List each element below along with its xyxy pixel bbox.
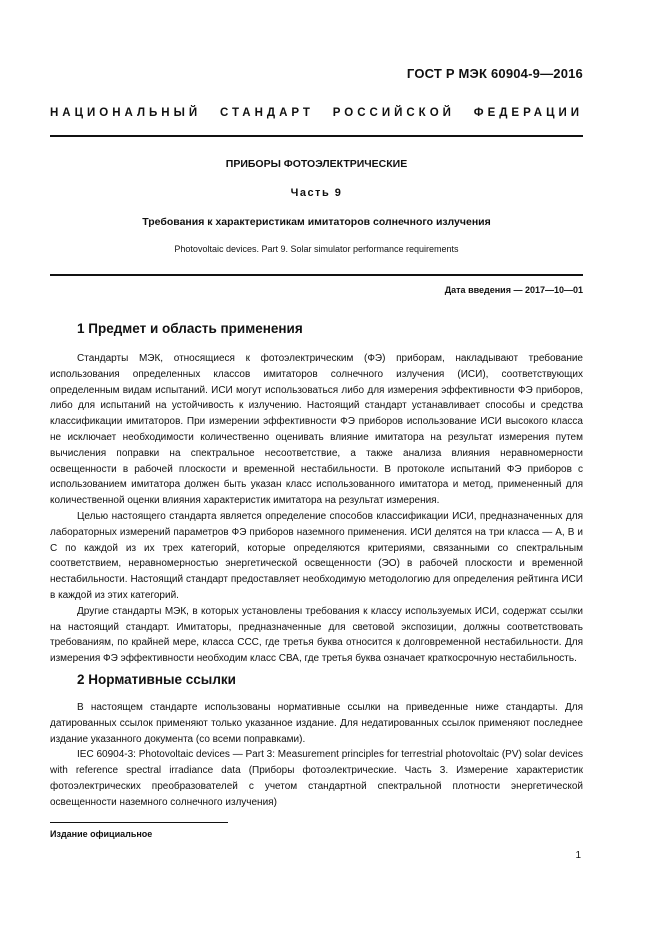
normative-reference: IEC 60904-3: Photovoltaic devices — Part 3: Measurement principles for terrestrial photovoltaic (PV) solar devices with reference spectral irradiance data (Приборы фотоэлектрические. Часть 3. Измерение характеристик фотоэлектрических преобразователей с учетом стандартной спектральной плотности энергетической освещенности наземного солнечного излучения) — [50, 749, 583, 808]
section1-paragraph: Стандарты МЭК, относящиеся к фотоэлектрическим (ФЭ) приборам, накладывают требование использования определенных классов имитаторов солнечного излучения (ИСИ), соответствующих определенным видам испытаний. ИСИ могут использоваться либо для измерения эффективности ФЭ приборов, либо для испытаний на устойчивость к излучению. Настоящий стандарт устанавливает способы и средства классификации имитаторов. При измерении эффективности ФЭ приборов использование ИСИ высокого класса не исключает необходимости количественно оценивать влияние имитатора на результат измерения путем вычисления поправки на спектральное несоответствие, а также анализа влияния неравномерности освещенности в рабочей плоскости и временной нестабильности. В протоколе испытаний ФЭ приборов с использованием имитатора должен быть указан класс использованного имитатора и метод, примененный для количественной оценки влияния характеристик имитатора на результат измерения. — [50, 353, 583, 507]
page-number: 1 — [575, 850, 581, 861]
national-standard-banner: НАЦИОНАЛЬНЫЙ СТАНДАРТ РОССИЙСКОЙ ФЕДЕРАЦИИ — [50, 107, 583, 119]
document-title: ПРИБОРЫ ФОТОЭЛЕКТРИЧЕСКИЕ — [225, 158, 408, 170]
english-title: Photovoltaic devices. Part 9. Solar simulator performance requirements — [174, 244, 459, 254]
section1-heading: 1 Предмет и область применения — [77, 321, 303, 336]
footer-divider — [50, 822, 228, 823]
section1-paragraph: Целью настоящего стандарта является определение способов классификации ИСИ, предназначенных для лабораторных измерений параметров ФЭ приборов наземного применения. ИСИ делятся на три класса — А, В и С по каждой из их трех категорий, которые определяются критериями, связанными со спектральным соответствием, неравномерностью энергетической освещенности (ЭО) в рабочей плоскости и временной нестабильности. Настоящий стандарт предоставляет необходимую методологию для определения рейтинга ИСИ в каждой из этих категорий. — [50, 510, 583, 601]
section2-body — [50, 700, 583, 811]
top-divider — [50, 135, 583, 137]
section2-paragraph: В настоящем стандарте использованы нормативные ссылки на приведенные ниже стандарты. Для датированных ссылок применяют только указанное издание. Для недатированных ссылок применяют последнее издание указанного документа (со всеми поправками). — [50, 702, 583, 745]
document-id: ГОСТ Р МЭК 60904-9—2016 — [406, 66, 583, 81]
edition-note: Издание официальное — [50, 829, 153, 839]
document-subtitle: Требования к характеристикам имитаторов солнечного излучения — [142, 216, 491, 228]
title-divider — [50, 274, 583, 276]
section2-heading: 2 Нормативные ссылки — [77, 672, 236, 687]
effective-date: Дата введения — 2017—10—01 — [444, 285, 583, 295]
part-label: Часть 9 — [290, 187, 343, 199]
section1-body — [50, 351, 583, 667]
section1-paragraph: Другие стандарты МЭК, в которых установлены требования к классу используемых ИСИ, содержат ссылки на настоящий стандарт. Имитаторы, предназначенные для световой экспозиции, должны соответствовать требованиям, по крайней мере, класса ССС, где третья буква относится к долговременной нестабильности. Для измерения ФЭ эффективности необходим класс СВА, где третья буква означает краткосрочную нестабильность. — [50, 605, 583, 665]
